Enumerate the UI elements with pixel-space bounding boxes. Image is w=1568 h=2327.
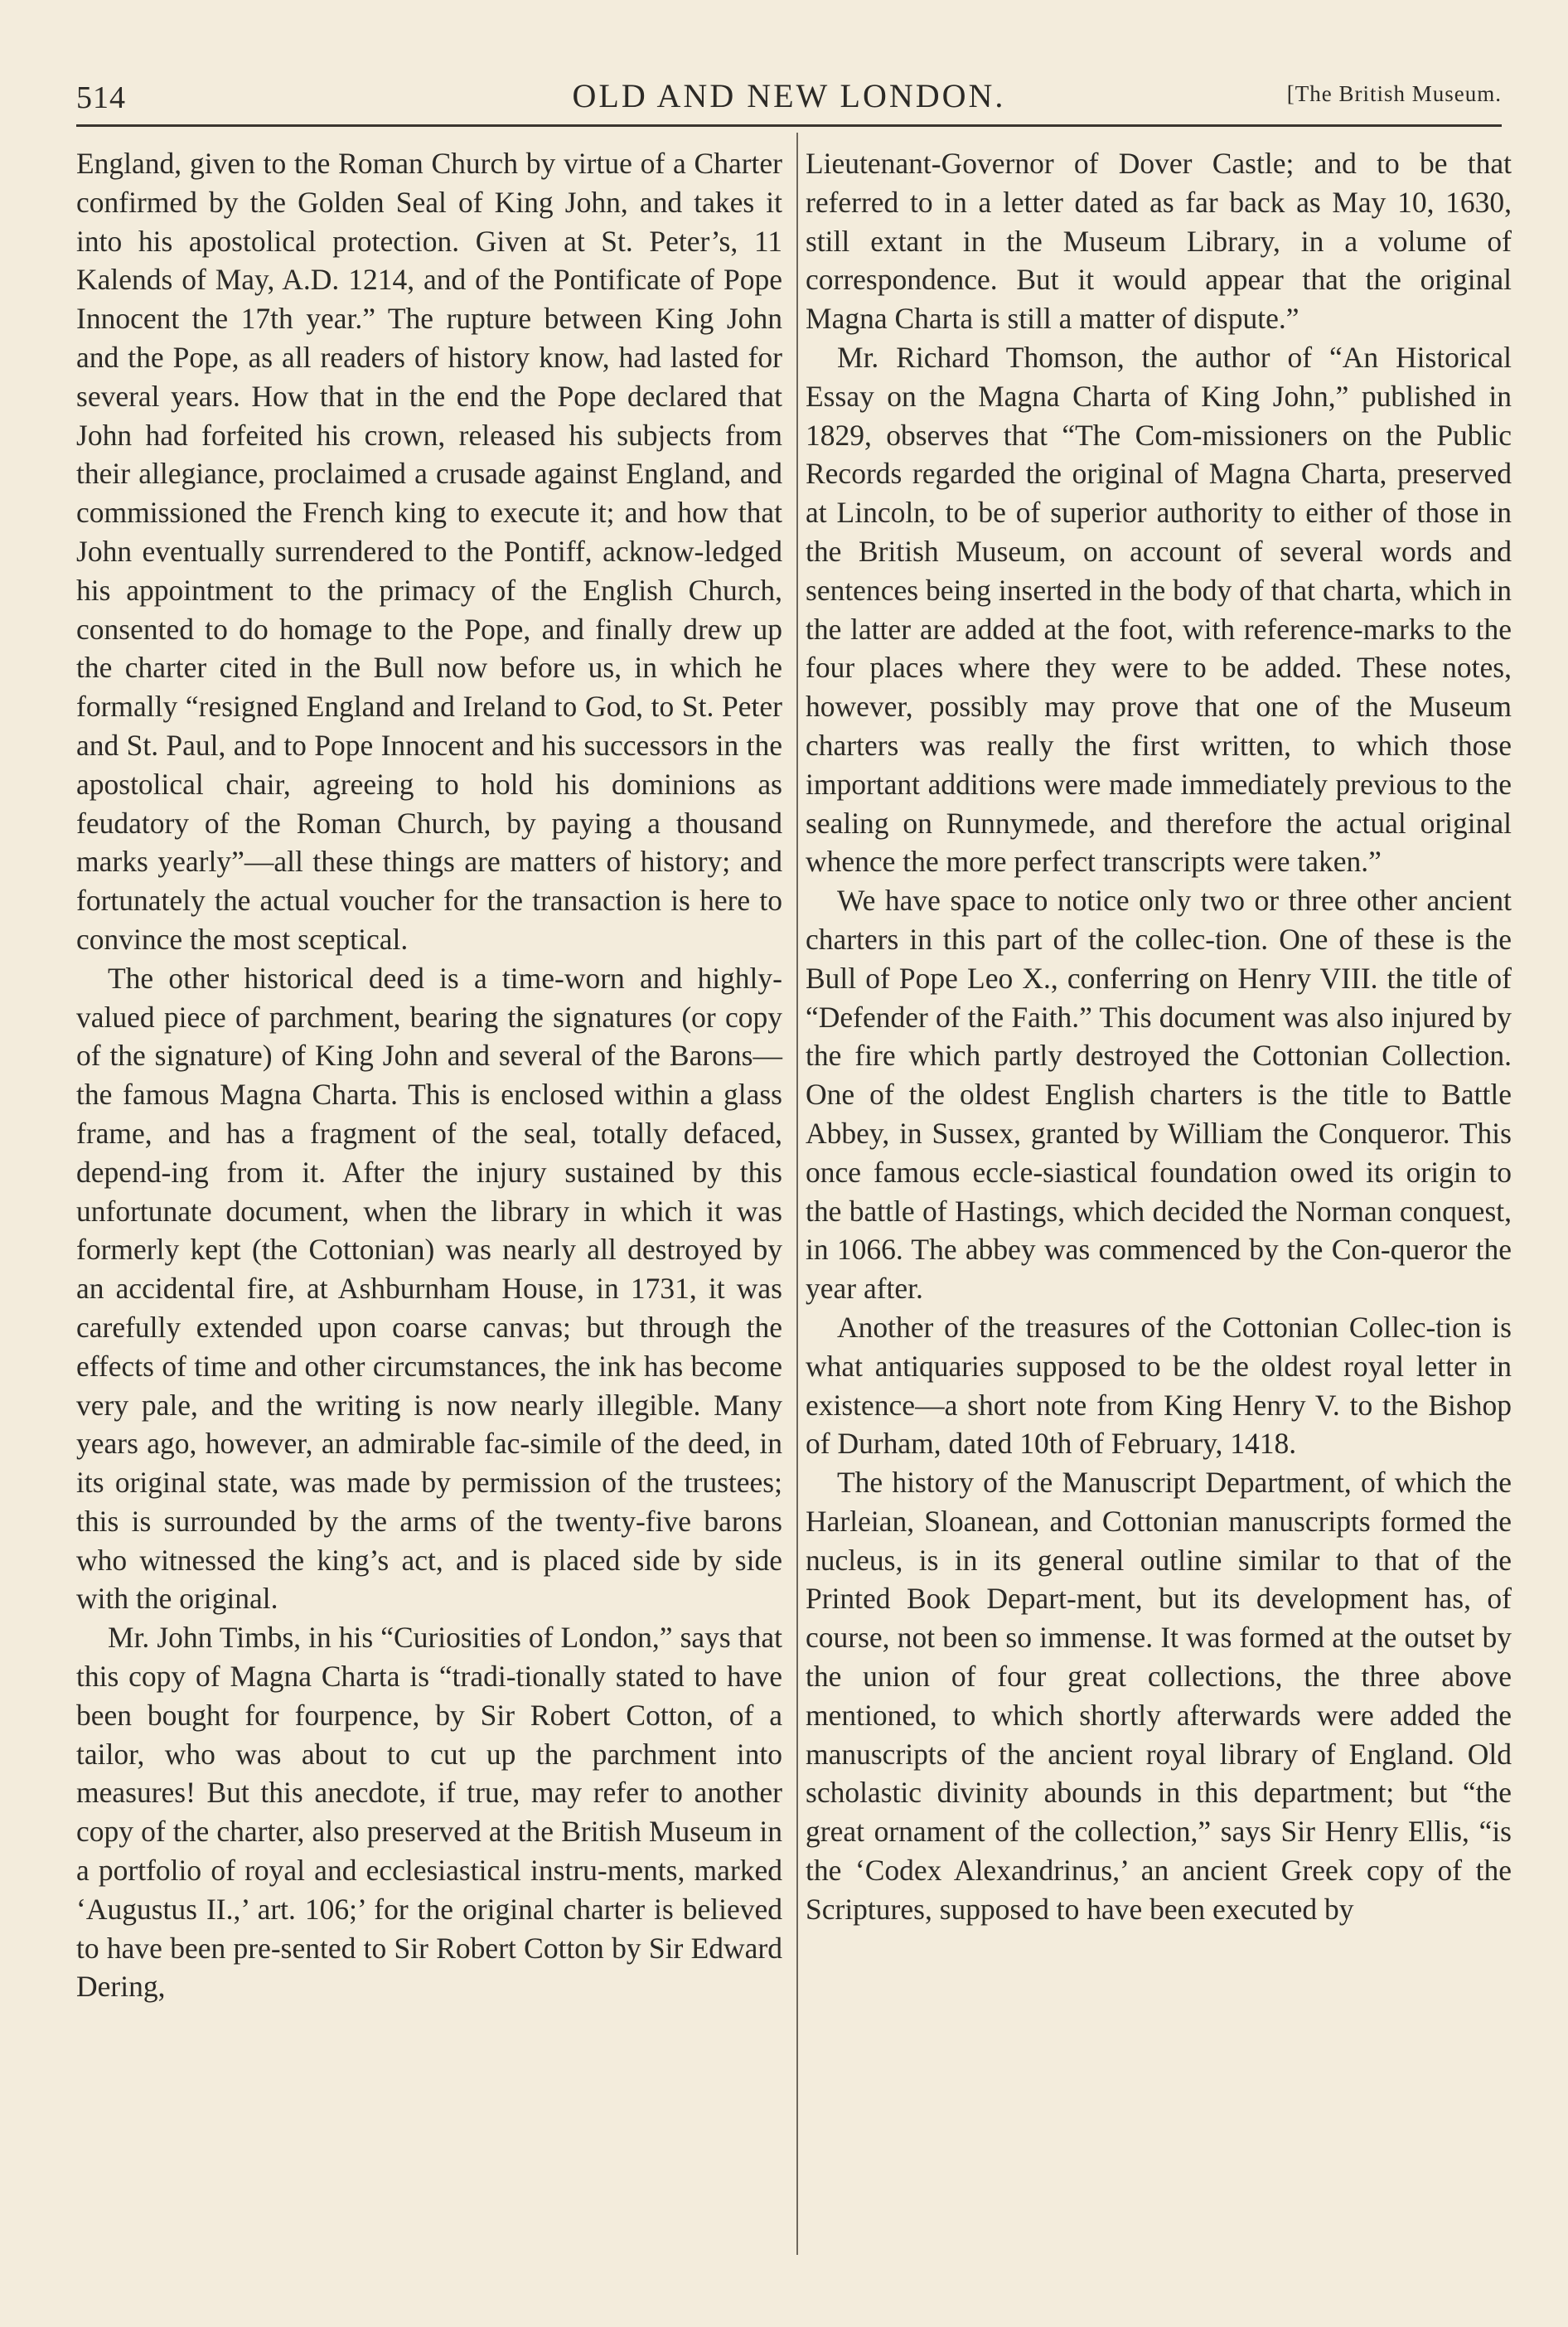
- paragraph: Mr. John Timbs, in his “Curiosities of London,” says that this copy of Magna Charta is “tradi-tionally stated to have been bought for fourpence, by Sir Robert Cotton, of a tailor, who was about to cut up the parchment into measures! But this anecdote, if true, may refer to another copy of the charter, also preserved at the British Museum in a portfolio of royal and ecclesiastical instru-ments, marked ‘Augustus II.,’ art. 106;’ for the original charter is believed to have been pre-sented to Sir Robert Cotton by Sir Edward Dering,: [76, 1621, 782, 2004]
- section-label: [The British Museum.: [1286, 81, 1502, 106]
- paragraph: The other historical deed is a time-worn and highly-valued piece of parchment, bearing the signatures (or copy of the signature) of King John and several of the Barons—the famous Magna Charta. This is enclosed within a glass frame, and has a fragment of the seal, totally defaced, depend-ing from it. After the injury sustained by this unfortunate document, when the library in which it was formerly kept (the Cottonian) was nearly all destroyed by an accidental fire, at Ashburnham House, in 1731, it was carefully extended upon coarse canvas; but through the effects of time and other circumstances, the ink has become very pale, and the writing is now nearly illegible. Many years ago, however, an admirable fac-simile of the deed, in its original state, was made by permission of the trustees; this is surrounded by the arms of the twenty-five barons who witnessed the king’s act, and is placed side by side with the original.: [76, 961, 782, 1616]
- paragraph: Another of the treasures of the Cottonian Collec-tion is what antiquaries supposed to be the oldest royal letter in existence—a short note from King Henry V. to the Bishop of Durham, dated 10th of February, 1418.: [806, 1310, 1512, 1461]
- column-divider: [796, 133, 798, 2255]
- header-rule: [76, 124, 1502, 127]
- left-column: [76, 144, 782, 2266]
- paragraph: The history of the Manuscript Department, of which the Harleian, Sloanean, and Cottonian manuscripts formed the nucleus, is in its general outline similar to that of the Printed Book Depart-ment, but its development has, of course, not been so immense. It was formed at the outset by the union of four great collections, the three above mentioned, to which shortly afterwards were added the manuscripts of the ancient royal library of England. Old scholastic divinity abounds in this department; but “the great ornament of the collection,” says Sir Henry Ellis, “is the ‘Codex Alexandrinus,’ an ancient Greek copy of the Scriptures, supposed to have been executed by: [806, 1466, 1512, 1926]
- page-number: 514: [76, 80, 126, 115]
- paragraph: Lieutenant-Governor of Dover Castle; and to be that referred to in a letter dated as far back as May 10, 1630, still extant in the Museum Library, in a volume of correspondence. But it would appear that the original Magna Charta is still a matter of dispute.”: [806, 147, 1512, 336]
- paragraph: Mr. Richard Thomson, the author of “An Historical Essay on the Magna Charta of King John,” published in 1829, observes that “The Com-missioners on the Public Records regarded the original of Magna Charta, preserved at Lincoln, to be of superior authority to either of those in the British Museum, on account of several words and sentences being inserted in the body of that charta, which in the latter are added at the foot, with reference-marks to the four places where they were to be added. These notes, however, possibly may prove that one of the Museum charters was really the first written, to which those important additions were made immediately previous to the sealing on Runnymede, and therefore the actual original whence the more perfect transcripts were taken.”: [806, 340, 1512, 879]
- running-header: [76, 73, 1502, 123]
- paragraph: England, given to the Roman Church by virtue of a Charter confirmed by the Golden Seal of King John, and takes it into his apostolical protection. Given at St. Peter’s, 11 Kalends of May, A.D. 1214, and of the Pontificate of Pope Innocent the 17th year.” The rupture between King John and the Pope, as all readers of history know, had lasted for several years. How that in the end the Pope declared that John had forfeited his crown, released his subjects from their allegiance, proclaimed a crusade against England, and commissioned the French king to execute it; and how that John eventually surrendered to the Pontiff, acknow-ledged his appointment to the primacy of the English Church, consented to do homage to the Pope, and finally drew up the charter cited in the Bull now before us, in which he formally “resigned England and Ireland to God, to St. Peter and St. Paul, and to Pope Innocent and his successors in the apostolical chair, agreeing to hold his dominions as feudatory of the Roman Church, by paying a thousand marks yearly”—all these things are matters of history; and fortunately the actual voucher for the transaction is here to convince the most sceptical.: [76, 147, 782, 956]
- paragraph: We have space to notice only two or three other ancient charters in this part of the collec-tion. One of these is the Bull of Pope Leo X., conferring on Henry VIII. the title of “Defender of the Faith.” This document was also injured by the fire which partly destroyed the Cottonian Collection. One of the oldest English charters is the title to Battle Abbey, in Sussex, granted by William the Conqueror. This once famous eccle-siastical foundation owed its origin to the battle of Hastings, which decided the Norman conquest, in 1066. The abbey was commenced by the Con-queror the year after.: [806, 884, 1512, 1306]
- right-column: [806, 144, 1512, 2266]
- running-title: OLD AND NEW LONDON.: [572, 77, 1006, 114]
